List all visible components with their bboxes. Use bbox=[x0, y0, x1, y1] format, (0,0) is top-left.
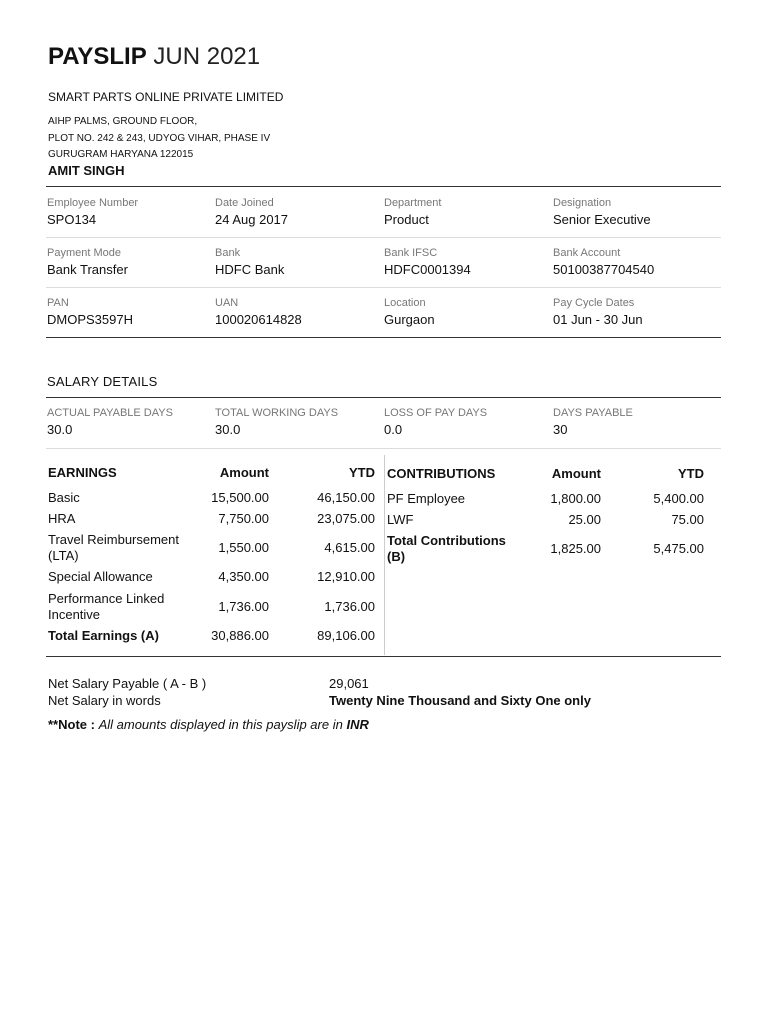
info-cell bbox=[553, 196, 651, 229]
info-value: SPO134 bbox=[47, 212, 97, 227]
info-label: PAN bbox=[47, 297, 69, 309]
info-value: Senior Executive bbox=[553, 212, 651, 227]
row-divider bbox=[46, 287, 721, 288]
info-value: 50100387704540 bbox=[553, 262, 655, 277]
net-salary-words-label: Net Salary in words bbox=[48, 693, 161, 708]
info-label: Employee Number bbox=[47, 197, 139, 209]
days-row bbox=[46, 406, 721, 454]
info-value: HDFC0001394 bbox=[384, 262, 471, 277]
earning-amount: 4,350.00 bbox=[218, 569, 269, 584]
info-label: UAN bbox=[215, 297, 239, 309]
contribution-amount: 25.00 bbox=[568, 512, 601, 527]
info-label: Location bbox=[384, 297, 426, 309]
total-contributions-ytd: 5,475.00 bbox=[653, 541, 704, 556]
contribution-ytd: 75.00 bbox=[671, 512, 704, 527]
days-value: 30.0 bbox=[215, 422, 241, 437]
info-cell bbox=[47, 196, 138, 229]
earning-amount: 1,550.00 bbox=[218, 540, 269, 555]
total-earnings-amount: 30,886.00 bbox=[211, 628, 269, 643]
info-value: HDFC Bank bbox=[215, 262, 285, 277]
info-value: Product bbox=[384, 212, 429, 227]
earning-ytd: 1,736.00 bbox=[324, 599, 375, 614]
contribution-ytd: 5,400.00 bbox=[653, 491, 704, 506]
divider bbox=[46, 397, 721, 398]
row-divider bbox=[46, 237, 721, 238]
earning-amount: 15,500.00 bbox=[211, 490, 269, 505]
company-address-line-3: GURUGRAM HARYANA 122015 bbox=[48, 149, 194, 160]
earning-ytd: 23,075.00 bbox=[317, 511, 375, 526]
info-label: Bank IFSC bbox=[384, 247, 438, 259]
row-divider bbox=[46, 448, 721, 449]
payslip-title-label: PAYSLIP bbox=[48, 43, 147, 70]
earning-ytd: 4,615.00 bbox=[324, 540, 375, 555]
total-earnings-label: Total Earnings (A) bbox=[48, 628, 159, 643]
info-label: Pay Cycle Dates bbox=[553, 297, 635, 309]
divider bbox=[46, 337, 721, 338]
days-cell bbox=[47, 406, 173, 439]
days-label: LOSS OF PAY DAYS bbox=[384, 407, 488, 419]
earning-name: Travel Reimbursement (LTA) bbox=[48, 532, 180, 563]
days-value: 0.0 bbox=[384, 422, 403, 437]
earning-amount: 1,736.00 bbox=[218, 599, 269, 614]
info-cell bbox=[215, 196, 288, 229]
info-label: Payment Mode bbox=[47, 247, 121, 259]
info-label: Bank bbox=[215, 247, 241, 259]
days-label: DAYS PAYABLE bbox=[553, 407, 633, 419]
info-label: Date Joined bbox=[215, 197, 274, 209]
info-label: Designation bbox=[553, 197, 612, 209]
info-cell bbox=[384, 196, 441, 229]
info-cell bbox=[384, 296, 435, 329]
info-value: Gurgaon bbox=[384, 312, 435, 327]
contribution-name: PF Employee bbox=[387, 491, 466, 506]
earnings-ytd-header: YTD bbox=[349, 465, 375, 480]
net-salary-words-value: Twenty Nine Thousand and Sixty One only bbox=[329, 693, 591, 708]
info-value: 01 Jun - 30 Jun bbox=[553, 312, 643, 327]
info-label: Bank Account bbox=[553, 247, 621, 259]
earnings-amount-header: Amount bbox=[219, 465, 269, 480]
earning-name: Basic bbox=[48, 490, 80, 505]
info-value: 24 Aug 2017 bbox=[215, 212, 289, 227]
note-prefix: **Note : bbox=[48, 717, 95, 732]
contributions-amount-header: Amount bbox=[551, 466, 601, 481]
earning-name: HRA bbox=[48, 511, 76, 526]
days-cell bbox=[553, 406, 633, 439]
employee-name: AMIT SINGH bbox=[48, 163, 125, 178]
info-cell bbox=[215, 296, 302, 329]
note bbox=[48, 717, 369, 732]
days-value: 30.0 bbox=[47, 422, 73, 437]
company-address-line-2: PLOT NO. 242 & 243, UDYOG VIHAR, PHASE IV bbox=[48, 133, 271, 144]
days-cell bbox=[215, 406, 338, 439]
note-currency: INR bbox=[346, 717, 369, 732]
earning-ytd: 46,150.00 bbox=[317, 490, 375, 505]
info-cell bbox=[384, 246, 471, 279]
info-cell bbox=[47, 246, 128, 279]
earning-name: Performance Linked Incentive bbox=[48, 591, 165, 622]
company-address-line-1: AIHP PALMS, GROUND FLOOR, bbox=[48, 116, 198, 127]
contributions-header: CONTRIBUTIONS bbox=[387, 466, 496, 481]
info-value: 100020614828 bbox=[215, 312, 302, 327]
contribution-name: LWF bbox=[387, 512, 414, 527]
divider bbox=[46, 186, 721, 187]
earning-name: Special Allowance bbox=[48, 569, 153, 584]
contribution-amount: 1,800.00 bbox=[550, 491, 601, 506]
info-cell bbox=[47, 296, 133, 329]
net-salary-label: Net Salary Payable ( A - B ) bbox=[48, 676, 207, 691]
divider bbox=[46, 656, 721, 657]
info-value: DMOPS3597H bbox=[47, 312, 133, 327]
days-label: TOTAL WORKING DAYS bbox=[215, 407, 339, 419]
days-value: 30 bbox=[553, 422, 568, 437]
net-salary-value: 29,061 bbox=[329, 676, 369, 691]
info-value: Bank Transfer bbox=[47, 262, 128, 277]
earning-ytd: 12,910.00 bbox=[317, 569, 375, 584]
info-cell bbox=[553, 296, 643, 329]
info-label: Department bbox=[384, 197, 442, 209]
info-cell bbox=[553, 246, 654, 279]
days-cell bbox=[384, 406, 487, 439]
note-text: All amounts displayed in this payslip are in bbox=[98, 717, 343, 732]
contributions-ytd-header: YTD bbox=[678, 466, 704, 481]
total-earnings-ytd: 89,106.00 bbox=[317, 628, 375, 643]
info-cell bbox=[215, 246, 284, 279]
payslip-month: JUN 2021 bbox=[153, 43, 261, 70]
earning-amount: 7,750.00 bbox=[218, 511, 269, 526]
company-name: SMART PARTS ONLINE PRIVATE LIMITED bbox=[48, 90, 284, 104]
total-contributions-amount: 1,825.00 bbox=[550, 541, 601, 556]
column-divider bbox=[384, 455, 385, 655]
earnings-header: EARNINGS bbox=[48, 465, 117, 480]
days-label: ACTUAL PAYABLE DAYS bbox=[47, 407, 173, 419]
total-contributions-label: Total Contributions (B) bbox=[387, 533, 506, 564]
salary-details-title: SALARY DETAILS bbox=[47, 374, 158, 389]
payslip-title bbox=[48, 42, 260, 72]
